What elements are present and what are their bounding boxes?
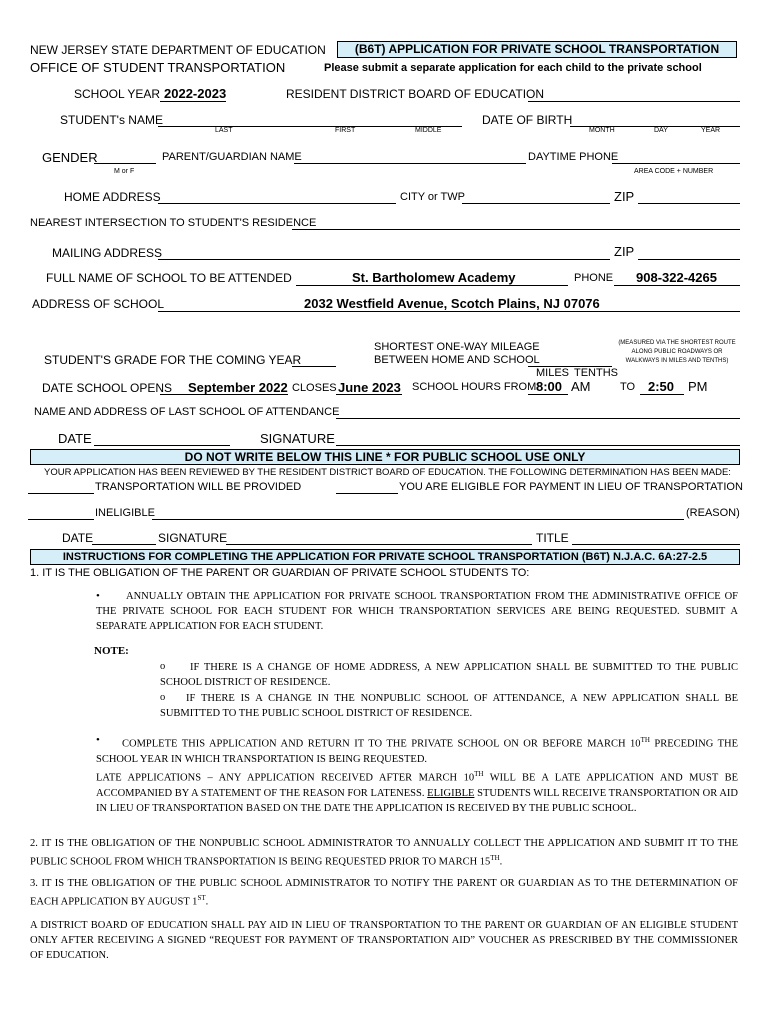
note-1-icon: o [160,661,166,672]
item-2-text-b: . [499,856,503,868]
grade-field[interactable] [292,366,336,367]
final-paragraph: A DISTRICT BOARD OF EDUCATION SHALL PAY AID IN LIEU OF TRANSPORTATION TO THE PARENT OR GUARDIAN OF AN ELIGIBLE STUDENT ONLY AFTER RECEIVING A SIGNED “REQUEST FOR PAYMENT OF TRANSPORTATION AID” VOUCHER AS PRESCRIBED BY THE COMMISSIONER OF EDUCATION. [30,920,738,961]
date-opens-label: DATE SCHOOL OPENS [42,381,173,395]
daytime-phone-field[interactable] [612,163,740,164]
item-3-text-b: . [205,896,209,908]
school-name-line [296,285,568,286]
dept-name: NEW JERSEY STATE DEPARTMENT OF EDUCATION [30,43,326,57]
student-name-label: STUDENT's NAME [60,113,163,127]
provided-check[interactable] [28,493,94,494]
instruction-item-1: 1. IT IS THE OBLIGATION OF THE PARENT OR GUARDIAN OF PRIVATE SCHOOL STUDENTS TO: [30,567,530,579]
hours-from-line [528,394,568,395]
measured-note-3: WALKWAYS IN MILES AND TENTHS) [625,358,729,364]
mileage-label-1: SHORTEST ONE-WAY MILEAGE [374,341,540,353]
intersection-field[interactable] [292,229,740,230]
intersection-label: NEAREST INTERSECTION TO STUDENT'S RESIDENCE [30,217,317,229]
home-address-field[interactable] [158,203,396,204]
public-date-label: DATE [62,531,94,545]
hours-from-value[interactable]: 8:00 [536,379,563,394]
zip2-field[interactable] [638,259,740,260]
reviewed-text: YOUR APPLICATION HAS BEEN REVIEWED BY THE RESIDENT DISTRICT BOARD OF EDUCATION. THE FOLLOWING DETERMINATION HAS BEEN MADE: [44,467,731,478]
form-subtitle: Please submit a separate application for each child to the private school [324,62,702,74]
payment-check[interactable] [336,493,398,494]
first-label: FIRST [335,127,356,134]
instruction-item-3 [30,876,738,910]
grade-label: STUDENT'S GRADE FOR THE COMING YEAR [44,353,302,367]
dob-label: DATE OF BIRTH [482,113,573,127]
am-label: AM [571,379,591,394]
zip-field[interactable] [638,203,740,204]
gender-field[interactable] [94,163,156,164]
school-year-label: SCHOOL YEAR [74,87,161,101]
measured-note [612,339,742,366]
gender-label: GENDER [42,150,98,165]
item-3-sup: ST [197,894,206,902]
month-label: MONTH [589,127,615,134]
provided-label: TRANSPORTATION WILL BE PROVIDED [95,481,302,493]
phone-label: PHONE [574,272,614,284]
instruction-bullet-2 [96,733,738,767]
date-opens-line [160,394,288,395]
public-signature-label: SIGNATURE [158,531,228,545]
item-2-text-a: 2. IT IS THE OBLIGATION OF THE NONPUBLIC SCHOOL ADMINISTRATOR TO ANNUALLY COLLECT THE APPLICATION AND SUBMIT IT TO THE PUBLIC SCHOOL FROM WHICH TRANSPORTATION IS BEING REQUESTED PRIOR TO MARCH 15 [30,838,738,868]
closes-label: CLOSES [292,382,337,394]
note-label: NOTE: [94,645,129,657]
bullet-1-icon: • [96,590,100,602]
ineligible-check[interactable] [28,519,94,520]
resident-district-field[interactable] [528,101,740,102]
phone-value[interactable]: 908-322-4265 [636,270,717,285]
public-date-field[interactable] [92,544,156,545]
ineligible-label: INELIGIBLE [95,507,155,519]
public-use-banner: DO NOT WRITE BELOW THIS LINE * FOR PUBLIC SCHOOL USE ONLY [30,449,740,465]
date-label: DATE [58,431,92,446]
to-label: TO [620,381,636,393]
hours-label: SCHOOL HOURS FROM [412,381,537,393]
note-2-icon: o [160,692,166,703]
late-text-c: STUDENTS WILL RECEIVE TRANSPORTATION OR AID IN LIEU OF TRANSPORTATION BASED ON THE DATE THE APPLICATION IS RECEIVED BY THE PUBLIC SCHOOL. [96,787,739,814]
payment-label: YOU ARE ELIGIBLE FOR PAYMENT IN LIEU OF TRANSPORTATION [399,481,743,493]
late-text-a: LATE APPLICATIONS – ANY APPLICATION RECEIVED AFTER MARCH 10 [96,772,475,784]
signature-label: SIGNATURE [260,431,335,446]
instruction-item-2 [30,836,738,870]
school-address-line [158,311,740,312]
parent-field[interactable] [294,163,526,164]
public-signature-field[interactable] [226,544,532,545]
resident-district-label: RESIDENT DISTRICT BOARD OF EDUCATION [286,87,545,101]
mailing-field[interactable] [158,259,610,260]
reason-field[interactable] [152,519,684,520]
closes-value[interactable]: June 2023 [338,380,401,395]
office-name: OFFICE OF STUDENT TRANSPORTATION [30,60,286,75]
bullet-2-text-b: PRECEDING THE SCHOOL YEAR IN WHICH TRANSPORTATION IS BEING REQUESTED. [96,738,739,765]
miles-label: MILES [536,367,570,379]
form-title: (B6T) APPLICATION FOR PRIVATE SCHOOL TRANSPORTATION [337,41,737,58]
late-sup: TH [474,770,484,778]
m-or-f-label: M or F [114,168,135,175]
day-label: DAY [654,127,668,134]
zip-label: ZIP [614,189,635,204]
mailing-label: MAILING ADDRESS [52,246,163,260]
date-field[interactable] [94,445,230,446]
middle-label: MIDDLE [415,127,442,134]
reason-label: (REASON) [686,507,740,519]
closes-line [336,394,402,395]
item-3-text-a: 3. IT IS THE OBLIGATION OF THE PUBLIC SCHOOL ADMINISTRATOR TO NOTIFY THE PARENT OR GUARDIAN AS TO THE DETERMINATION OF EACH APPLICATION BY AUGUST 1 [30,878,738,908]
measured-note-2: ALONG PUBLIC ROADWAYS OR [631,349,723,355]
school-name-value[interactable]: St. Bartholomew Academy [352,270,516,285]
mileage-label-2: BETWEEN HOME AND SCHOOL [374,354,540,366]
school-address-label: ADDRESS OF SCHOOL [32,297,165,311]
last-school-label: NAME AND ADDRESS OF LAST SCHOOL OF ATTENDANCE [34,406,340,418]
bullet-2-icon: • [96,734,100,746]
instructions-banner: INSTRUCTIONS FOR COMPLETING THE APPLICATION FOR PRIVATE SCHOOL TRANSPORTATION (B6T) N.J.A.C. 6A:27-2.5 [30,549,740,565]
pm-label: PM [688,379,708,394]
note-2: IF THERE IS A CHANGE IN THE NONPUBLIC SCHOOL OF ATTENDANCE, A NEW APPLICATION SHALL BE SUBMITTED TO THE PUBLIC SCHOOL DISTRICT OF RESIDENCE. [160,693,738,719]
signature-field[interactable] [336,445,740,446]
measured-note-1: (MEASURED VIA THE SHORTEST ROUTE [618,340,736,346]
late-text-b: WILL BE A LATE APPLICATION AND MUST BE ACCOMPANIED BY A STATEMENT OF THE REASON FOR LATENESS. [96,772,738,799]
city-field[interactable] [462,203,610,204]
year-label: YEAR [701,127,721,134]
hours-to-line [640,394,684,395]
note-1: IF THERE IS A CHANGE OF HOME ADDRESS, A NEW APPLICATION SHALL BE SUBMITTED TO THE PUBLIC SCHOOL DISTRICT OF RESIDENCE. [160,662,738,688]
area-code-label: AREA CODE + NUMBER [634,168,714,175]
daytime-phone-label: DAYTIME PHONE [528,151,619,163]
parent-label: PARENT/GUARDIAN NAME [162,151,302,163]
hours-to-value[interactable]: 2:50 [648,379,675,394]
late-eligible: ELIGIBLE [427,787,475,799]
tenths-label: TENTHS [574,367,618,379]
item-2-sup: TH [490,854,500,862]
home-address-label: HOME ADDRESS [64,190,161,204]
school-name-label: FULL NAME OF SCHOOL TO BE ATTENDED [46,271,292,285]
public-title-field[interactable] [572,544,740,545]
late-applications [96,767,738,816]
school-address-value[interactable]: 2032 Westfield Avenue, Scotch Plains, NJ 07076 [304,296,600,311]
last-label: LAST [215,127,233,134]
instruction-bullet-1: ANNUALLY OBTAIN THE APPLICATION FOR PRIVATE SCHOOL TRANSPORTATION FROM THE ADMINISTRATIVE OFFICE OF THE PRIVATE SCHOOL FOR EACH STUDENT FOR WHICH TRANSPORTATION SERVICES ARE BEING REQUESTED. SUBMIT A SEPARATE APPLICATION FOR EACH STUDENT. [96,591,738,632]
school-year-line [160,101,226,102]
phone-line [614,285,740,286]
bullet-2-text-a: COMPLETE THIS APPLICATION AND RETURN IT TO THE PRIVATE SCHOOL ON OR BEFORE MARCH 10 [122,738,641,750]
city-label: CITY or TWP [400,191,465,203]
date-opens-value[interactable]: September 2022 [188,380,288,395]
zip2-label: ZIP [614,244,635,259]
public-title-label: TITLE [536,531,569,545]
school-year-value[interactable]: 2022-2023 [164,86,227,101]
bullet-2-sup: TH [640,736,650,744]
last-school-field[interactable] [336,418,740,419]
